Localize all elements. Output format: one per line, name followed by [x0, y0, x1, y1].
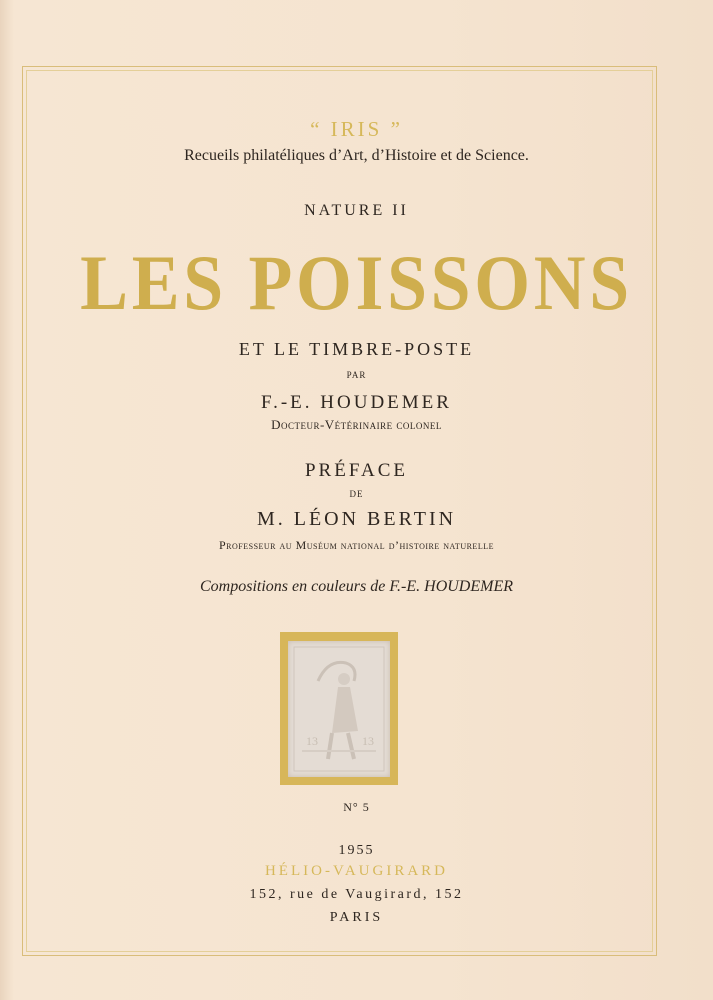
author-name: F.-E. HOUDEMER	[261, 392, 452, 413]
author-role: Docteur-Vétérinaire colonel	[271, 417, 442, 432]
publication-year: 1955	[338, 843, 375, 858]
svg-text:13: 13	[306, 734, 318, 748]
sower-stamp-icon	[288, 641, 390, 777]
publisher-city: PARIS	[329, 910, 384, 925]
series-subtitle: Recueils philatéliques d’Art, d’Histoire et de Science.	[184, 147, 529, 164]
preface-author-name: M. LÉON BERTIN	[256, 508, 457, 530]
series-title: “ IRIS ”	[310, 117, 403, 141]
volume-label: NATURE II	[304, 202, 409, 219]
embossed-stamp-image	[288, 641, 390, 777]
svg-text:13: 13	[362, 734, 374, 748]
publisher-name: HÉLIO-VAUGIRARD	[264, 863, 449, 879]
preface-author-role: Professeur au Muséum national d’histoire naturelle	[219, 538, 494, 552]
main-title: LES POISSONS	[80, 239, 633, 326]
by-label: PAR	[346, 370, 367, 380]
compositions-credit: Compositions en couleurs de F.-E. HOUDEMER	[200, 578, 513, 595]
subtitle: ET LE TIMBRE-POSTE	[238, 339, 475, 359]
publisher-address: 152, rue de Vaugirard, 152	[249, 887, 464, 902]
preface-of-label: DE	[349, 489, 364, 499]
copy-number: N° 5	[343, 800, 370, 814]
preface-heading: PRÉFACE	[304, 460, 408, 481]
